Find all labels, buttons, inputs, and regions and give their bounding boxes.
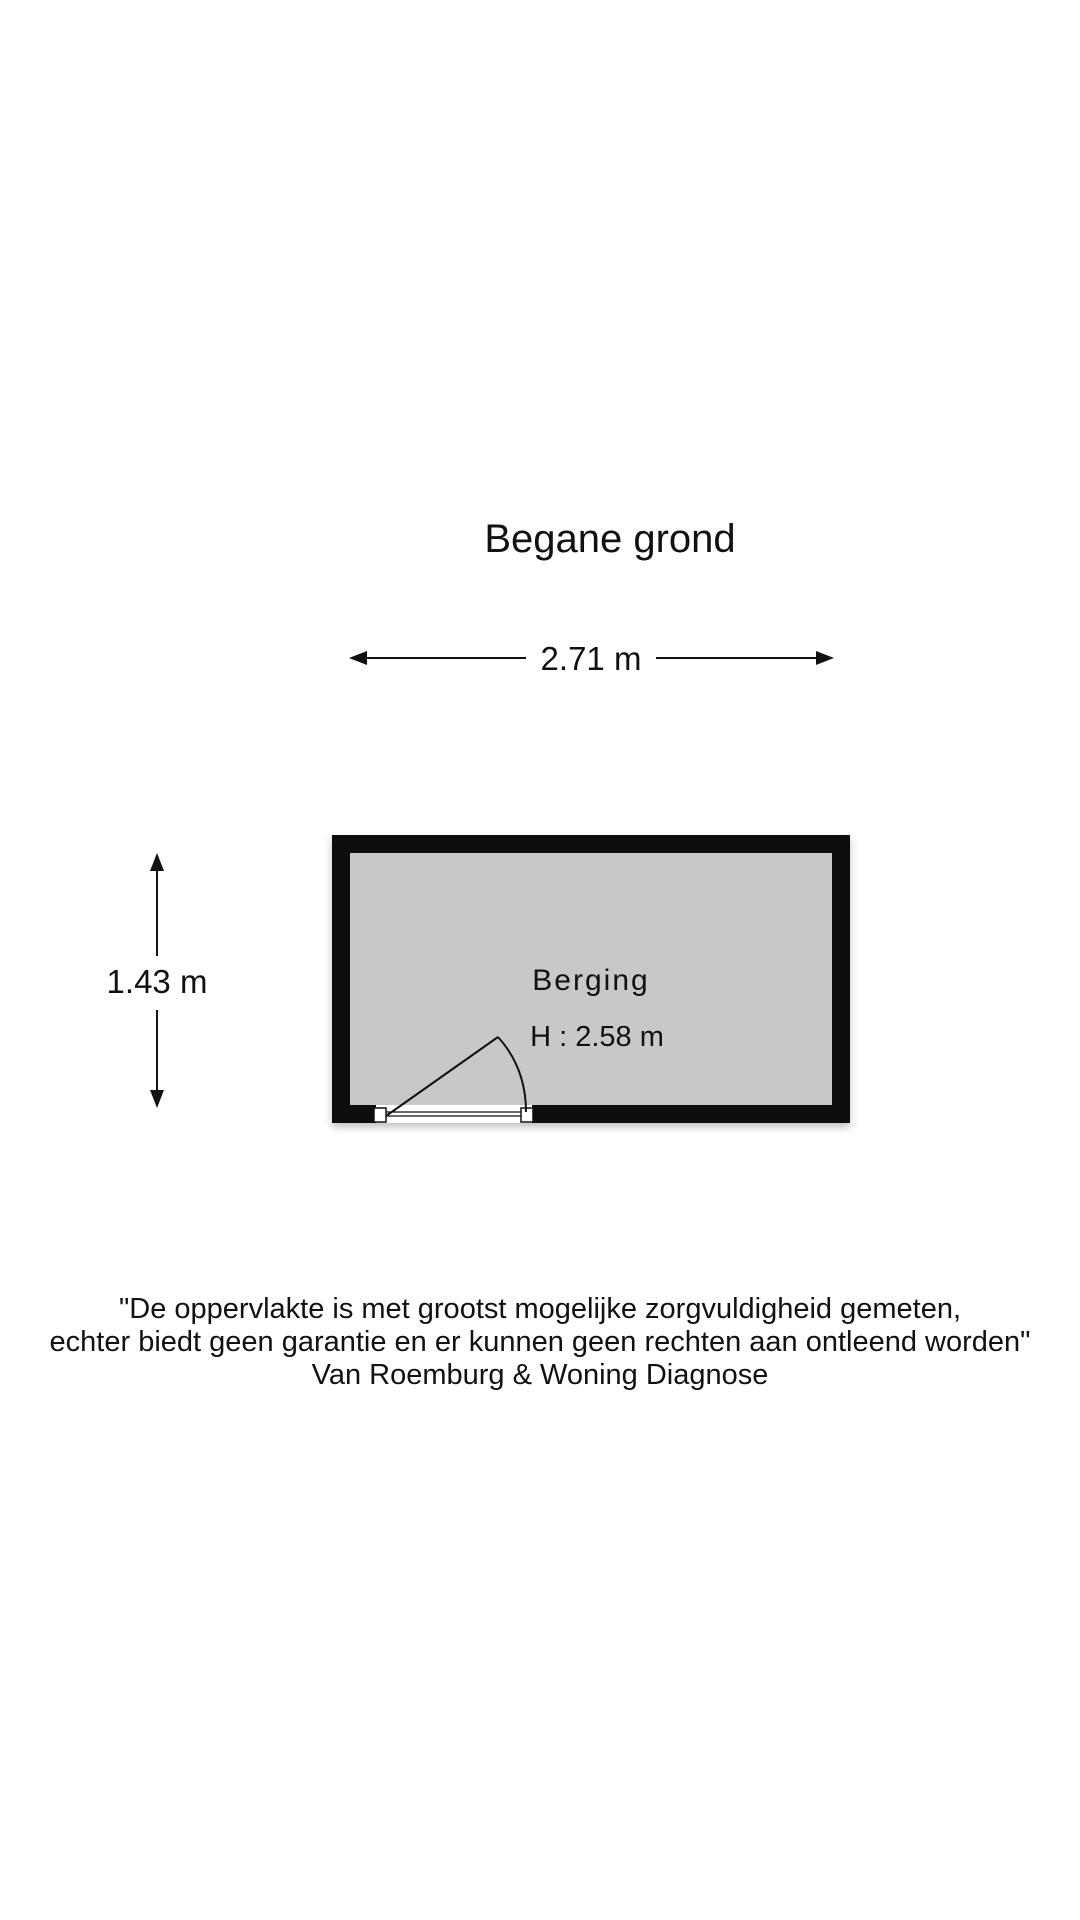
room-height-label: H : 2.58 m xyxy=(530,1021,664,1053)
width-label: 2.71 m xyxy=(540,640,642,677)
room-name: Berging xyxy=(532,964,650,997)
width-arrow-right-icon xyxy=(816,651,834,665)
depth-arrow-down-icon xyxy=(150,1090,164,1108)
door-jamb-right xyxy=(521,1108,533,1122)
width-arrow-left-icon xyxy=(349,651,367,665)
disclaimer-line-1: "De oppervlakte is met grootst mogelijke zorgvuldigheid gemeten, xyxy=(118,1293,962,1325)
disclaimer xyxy=(0,1293,1080,1392)
depth-arrow-up-icon xyxy=(150,853,164,871)
disclaimer-line-2: echter biedt geen garantie en er kunnen geen rechten aan ontleend worden" xyxy=(49,1326,1031,1358)
depth-dimension xyxy=(107,853,208,1108)
floor-title: Begane grond xyxy=(484,517,736,561)
disclaimer-line-3: Van Roemburg & Woning Diagnose xyxy=(311,1359,769,1391)
door-jamb-left xyxy=(374,1108,386,1122)
depth-label: 1.43 m xyxy=(106,963,208,1000)
width-dimension xyxy=(349,640,834,677)
